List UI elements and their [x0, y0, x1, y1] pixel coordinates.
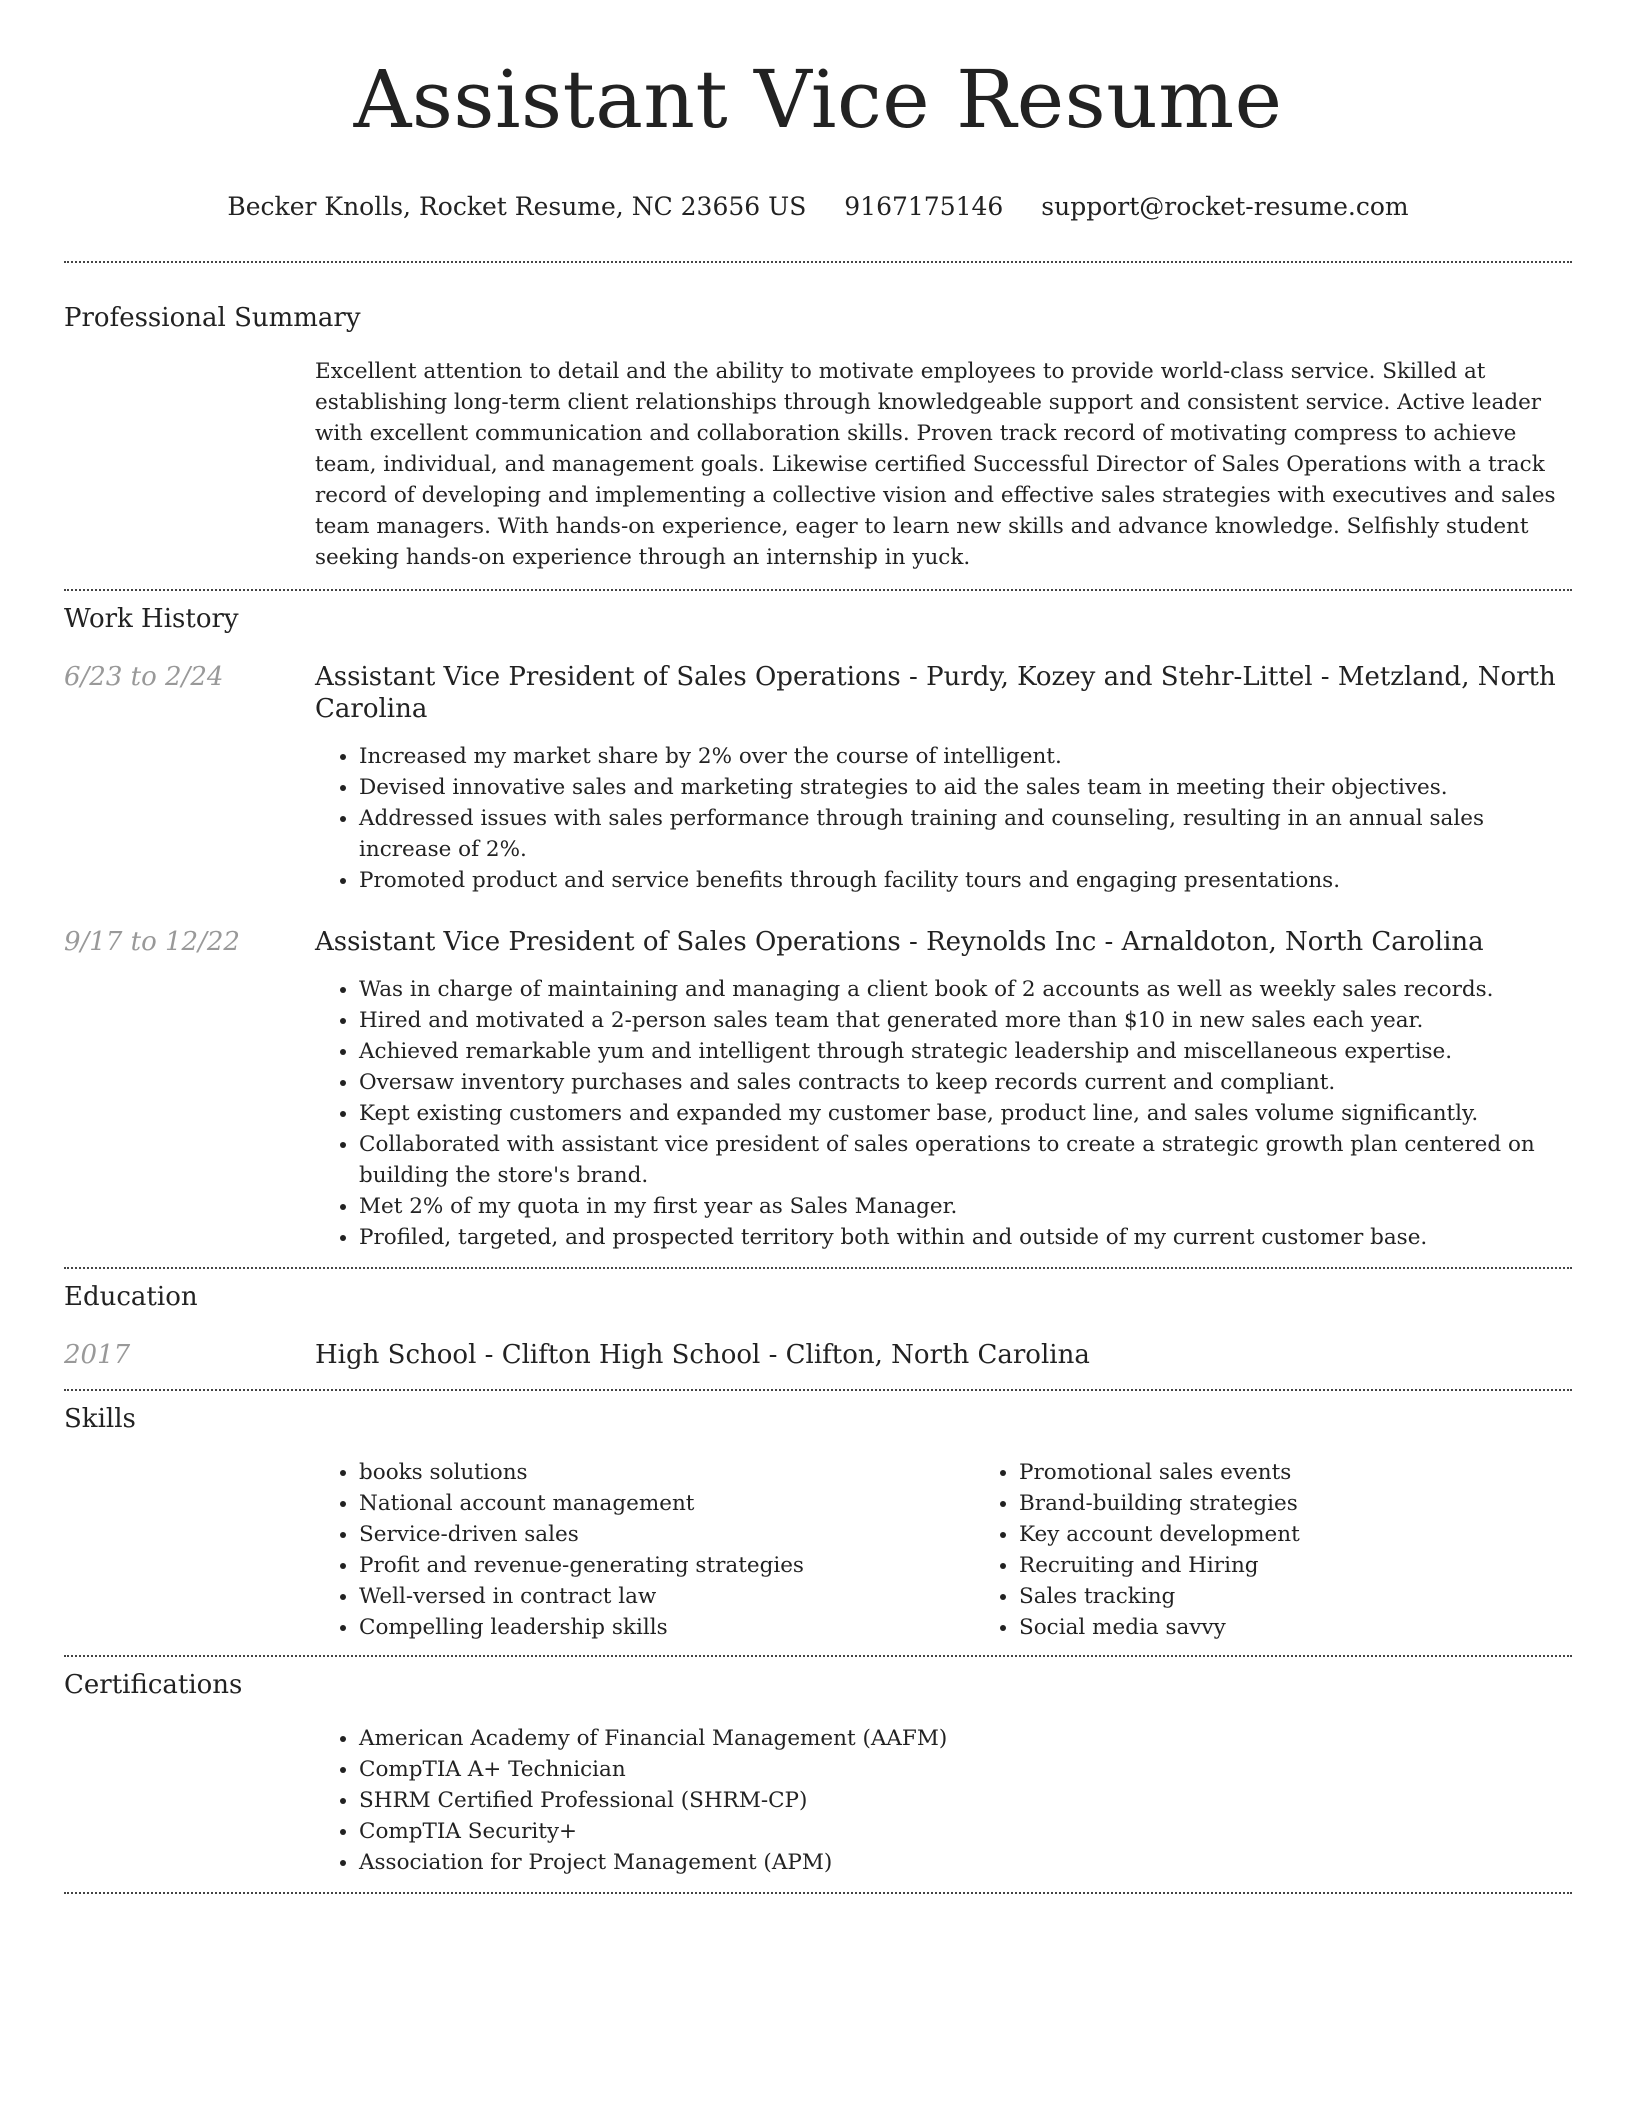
list-item: • Compelling leadership skills	[359, 1612, 975, 1643]
certifications-list	[315, 1723, 1572, 1878]
contact-address: Becker Knolls, Rocket Resume, NC 23656 US	[227, 192, 807, 221]
list-item: • Hired and motivated a 2-person sales team that generated more than $10 in new sales each year.	[359, 1005, 1572, 1036]
education-year: 2017	[64, 1340, 131, 1370]
list-item: • Increased my market share by 2% over the course of intelligent.	[359, 741, 1572, 772]
list-item: • Key account development	[1019, 1519, 1632, 1550]
list-item: • SHRM Certified Professional (SHRM-CP)	[359, 1785, 1572, 1816]
section-title-work: Work History	[64, 604, 239, 634]
job-dates: 6/23 to 2/24	[64, 662, 224, 692]
list-item: • Social media savvy	[1019, 1612, 1632, 1643]
list-item: • Sales tracking	[1019, 1581, 1632, 1612]
resume-page	[64, 0, 1572, 1894]
resume-name: Assistant Vice Resume	[353, 53, 1283, 146]
education-section	[64, 1269, 1572, 1371]
job-bullets	[315, 741, 1572, 896]
list-item: • Devised innovative sales and marketing strategies to aid the sales team in meeting their objectives.	[359, 772, 1572, 803]
list-item: • Profiled, targeted, and prospected territory both within and outside of my current customer base.	[359, 1222, 1572, 1253]
list-item: • Achieved remarkable yum and intelligent through strategic leadership and miscellaneous expertise.	[359, 1036, 1572, 1067]
list-item: • Collaborated with assistant vice president of sales operations to create a strategic growth plan centered on building the store's brand.	[359, 1129, 1572, 1191]
list-item: • Recruiting and Hiring	[1019, 1550, 1632, 1581]
list-item: • Met 2% of my quota in my first year as Sales Manager.	[359, 1191, 1572, 1222]
contact-email: support@rocket-resume.com	[1041, 192, 1409, 221]
job-dates: 9/17 to 12/22	[64, 927, 240, 957]
certifications-section	[64, 1657, 1572, 1878]
skills-list-left	[315, 1457, 975, 1643]
skills-section	[64, 1391, 1572, 1643]
work-section	[64, 591, 1572, 1253]
list-item: • Kept existing customers and expanded my customer base, product line, and sales volume significantly.	[359, 1098, 1572, 1129]
list-item: • Promoted product and service benefits through facility tours and engaging presentations.	[359, 865, 1572, 896]
job-bullets	[315, 974, 1572, 1253]
list-item: • Oversaw inventory purchases and sales contracts to keep records current and compliant.	[359, 1067, 1572, 1098]
skills-list-right	[975, 1457, 1632, 1643]
list-item: • Service-driven sales	[359, 1519, 975, 1550]
job-entry	[64, 926, 1572, 1253]
contact-line	[64, 190, 1572, 224]
list-item: • CompTIA Security+	[359, 1816, 1572, 1847]
list-item: • CompTIA A+ Technician	[359, 1754, 1572, 1785]
contact-phone: 9167175146	[844, 192, 1004, 221]
section-title-summary: Professional Summary	[64, 303, 361, 333]
list-item: • Was in charge of maintaining and managing a client book of 2 accounts as well as weekly sales records.	[359, 974, 1572, 1005]
list-item: • National account management	[359, 1488, 975, 1519]
section-title-education: Education	[64, 1282, 198, 1312]
list-item: • Profit and revenue-generating strategies	[359, 1550, 975, 1581]
education-entry: High School - Clifton High School - Clifton, North Carolina	[315, 1340, 1090, 1370]
list-item: • Brand-building strategies	[1019, 1488, 1632, 1519]
summary-text: Excellent attention to detail and the ability to motivate employees to provide world-class service. Skilled at establishing long-term client relationships through knowledgeable support and consistent service. Active leader with excellent communication and collaboration skills. Proven track record of motivating compress to achieve team, individual, and management goals. Likewise certified Successful Director of Sales Operations with a track record of developing and implementing a collective vision and effective sales strategies with executives and sales team managers. With hands-on experience, eager to learn new skills and advance knowledge. Selfishly student seeking hands-on experience through an internship in yuck.	[315, 359, 1556, 570]
job-heading: Assistant Vice President of Sales Operations - Reynolds Inc - Arnaldoton, North Carolina	[315, 927, 1484, 957]
section-title-certifications: Certifications	[64, 1670, 243, 1700]
job-entry	[64, 661, 1572, 896]
list-item: • Well-versed in contract law	[359, 1581, 975, 1612]
list-item: • Addressed issues with sales performance through training and counseling, resulting in an annual sales increase of 2%.	[359, 803, 1572, 865]
list-item: • books solutions	[359, 1457, 975, 1488]
job-heading: Assistant Vice President of Sales Operations - Purdy, Kozey and Stehr-Littel - Metzland, North Carolina	[315, 662, 1556, 724]
section-title-skills: Skills	[64, 1404, 136, 1434]
divider	[64, 1892, 1572, 1894]
summary-section	[64, 263, 1572, 573]
list-item: • Association for Project Management (APM)	[359, 1847, 1572, 1878]
list-item: • American Academy of Financial Management (AAFM)	[359, 1723, 1572, 1754]
list-item: • Promotional sales events	[1019, 1457, 1632, 1488]
